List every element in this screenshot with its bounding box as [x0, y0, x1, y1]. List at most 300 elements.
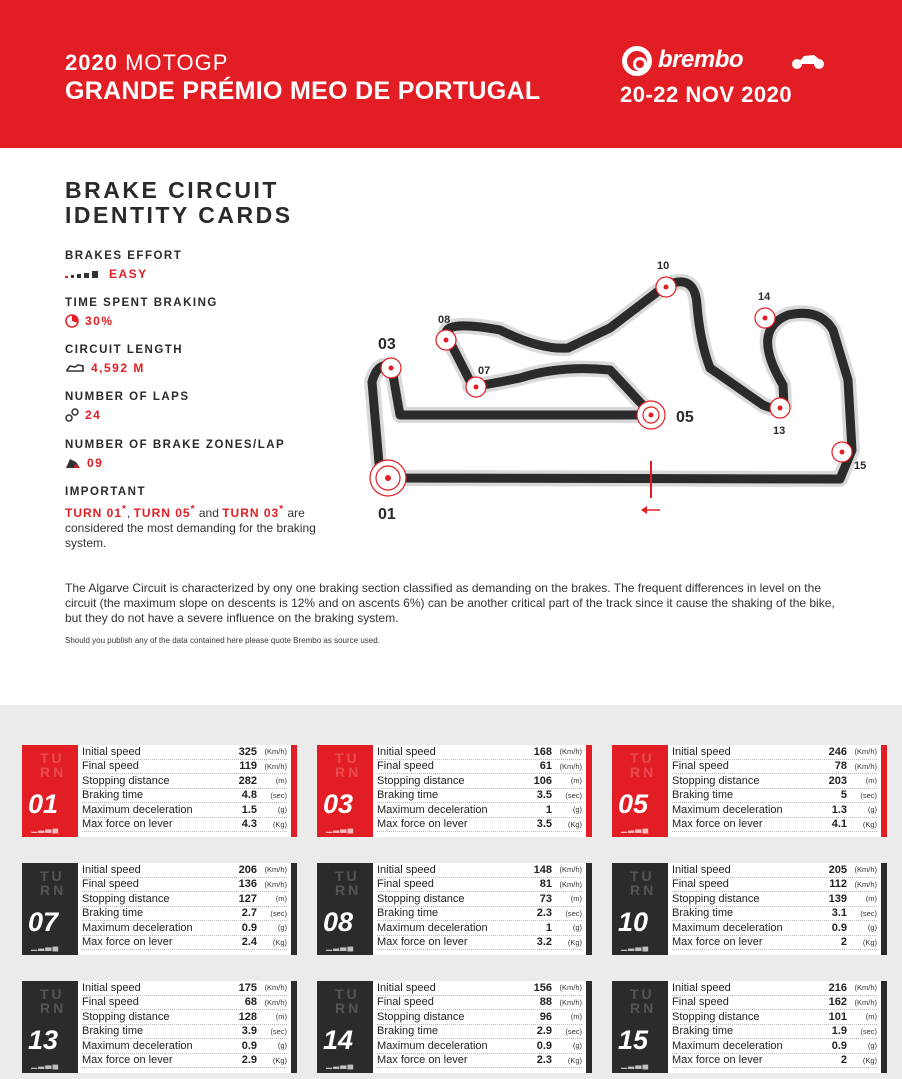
row-unit: (m) [275, 894, 287, 904]
row-label: Final speed [672, 878, 729, 891]
row-value: 73 [539, 892, 552, 905]
row-value: 81 [539, 878, 552, 891]
row-label: Final speed [672, 760, 729, 773]
header-banner [0, 0, 902, 148]
row-unit: (m) [865, 776, 877, 786]
row-unit: (g) [277, 923, 287, 933]
row-unit: (Km/h) [559, 997, 582, 1007]
brake-zones-value: 09 [87, 456, 104, 470]
stat-time-braking [65, 297, 218, 328]
row-label: Initial speed [82, 981, 141, 994]
row-value: 1.3 [831, 803, 847, 816]
table-row [377, 1039, 582, 1054]
stat-brake-zones [65, 439, 285, 470]
turn-card-05 [612, 745, 887, 837]
row-label: Stopping distance [82, 892, 170, 905]
row-label: Stopping distance [672, 1010, 760, 1023]
row-label: Maximum deceleration [672, 921, 783, 934]
stat-circuit-length [65, 344, 183, 375]
turn-badge [612, 981, 668, 1073]
direction-arrow-head [641, 506, 647, 514]
row-value: 1 [545, 803, 552, 816]
row-label: Stopping distance [82, 774, 170, 787]
table-row [672, 774, 877, 789]
turn-marker-07 [466, 377, 486, 397]
turn-badge [22, 745, 78, 837]
row-label: Initial speed [82, 745, 141, 758]
table-row [82, 892, 287, 907]
row-label: Final speed [377, 996, 434, 1009]
row-unit: (Km/h) [559, 747, 582, 757]
row-value: 96 [539, 1010, 552, 1023]
row-unit: (sec) [565, 908, 582, 918]
turn-card-08 [317, 863, 592, 955]
circuit-length-value: 4,592 M [91, 361, 145, 375]
table-row [377, 745, 582, 760]
table-row [82, 1039, 287, 1054]
row-value: 61 [539, 760, 552, 773]
turn-03-ref: TURN 03 [222, 506, 280, 520]
star: * [279, 504, 285, 515]
turn-number: 14 [323, 1025, 354, 1055]
row-label: Braking time [82, 1025, 144, 1038]
turn-label-05: 05 [676, 409, 694, 426]
row-value: 106 [533, 774, 552, 787]
row-value: 0.9 [536, 1039, 552, 1052]
row-label: Initial speed [672, 981, 731, 994]
row-value: 216 [828, 981, 847, 994]
stat-value [65, 314, 218, 328]
turn-marker-01 [370, 460, 406, 496]
table-row [377, 1010, 582, 1025]
table-row [672, 892, 877, 907]
row-unit: (Km/h) [854, 983, 877, 993]
row-label: Stopping distance [377, 1010, 465, 1023]
circuit-map [340, 250, 880, 530]
turn-label-08: 08 [438, 314, 451, 326]
turn-word: TU RN [630, 750, 657, 780]
row-unit: (sec) [860, 1026, 877, 1036]
row-unit: (Kg) [272, 1055, 287, 1065]
season-title [65, 50, 228, 76]
turn-word: TU RN [630, 986, 657, 1016]
table-row [377, 907, 582, 922]
table-row [672, 996, 877, 1011]
table-row [377, 936, 582, 951]
star: * [190, 504, 196, 515]
turn-word: TU RN [40, 868, 67, 898]
turn-label-01: 01 [378, 506, 396, 523]
table-row [82, 921, 287, 936]
turn-marker-10 [656, 277, 676, 297]
pie-icon [65, 314, 79, 328]
stat-label: TIME SPENT BRAKING [65, 297, 218, 309]
row-value: 162 [828, 996, 847, 1009]
turn-word: TU RN [40, 750, 67, 780]
sep: , [126, 506, 134, 520]
stat-value [65, 361, 183, 375]
row-unit: (Kg) [862, 819, 877, 829]
stat-brakes-effort [65, 250, 182, 281]
row-unit: (g) [572, 923, 582, 933]
table-row [377, 981, 582, 996]
event-title: GRANDE PRÉMIO MEO DE PORTUGAL [65, 77, 541, 105]
turn-card-10 [612, 863, 887, 955]
row-unit: (sec) [270, 908, 287, 918]
row-label: Final speed [82, 996, 139, 1009]
table-row [377, 921, 582, 936]
table-row [672, 863, 877, 878]
row-unit: (Km/h) [264, 747, 287, 757]
turn-number: 13 [28, 1025, 59, 1055]
table-row [672, 981, 877, 996]
turn-word: TU RN [335, 750, 362, 780]
turn-data-table [377, 981, 582, 1068]
row-label: Initial speed [377, 981, 436, 994]
table-row [672, 878, 877, 893]
table-row [672, 760, 877, 775]
row-value: 2 [840, 1054, 847, 1067]
table-row [82, 878, 287, 893]
row-value: 1.9 [831, 1025, 847, 1038]
turn-number: 15 [618, 1025, 649, 1055]
row-value: 0.9 [241, 921, 257, 934]
row-label: Initial speed [377, 745, 436, 758]
row-label: Initial speed [82, 863, 141, 876]
laps-value: 24 [85, 408, 102, 422]
turn-01-ref: TURN 01 [65, 506, 123, 520]
stat-label: BRAKES EFFORT [65, 250, 183, 262]
row-unit: (Km/h) [264, 983, 287, 993]
effort-bars-icon [65, 270, 103, 278]
effort-value: EASY [109, 267, 148, 281]
row-unit: (Km/h) [854, 747, 877, 757]
row-label: Braking time [377, 907, 439, 920]
row-unit: (Km/h) [559, 865, 582, 875]
row-value: 205 [828, 863, 847, 876]
table-row [672, 1039, 877, 1054]
turn-word: TU RN [40, 986, 67, 1016]
turn-number: 07 [28, 907, 59, 937]
row-label: Max force on lever [82, 936, 173, 949]
row-value: 139 [828, 892, 847, 905]
row-unit: (Kg) [862, 937, 877, 947]
turn-card-07 [22, 863, 297, 955]
table-row [377, 878, 582, 893]
table-row [377, 1054, 582, 1069]
table-row [82, 818, 287, 833]
row-unit: (Kg) [567, 819, 582, 829]
turn-data-table [377, 863, 582, 950]
turn-number: 10 [618, 907, 649, 937]
row-label: Stopping distance [377, 892, 465, 905]
row-label: Braking time [672, 789, 734, 802]
row-value: 1.5 [241, 803, 257, 816]
title-line-2: IDENTITY CARDS [65, 202, 293, 228]
table-row [672, 907, 877, 922]
brand-name: brembo [658, 46, 744, 73]
turn-data-table [672, 745, 877, 832]
table-row [672, 1054, 877, 1069]
turn-word: TU RN [335, 868, 362, 898]
sep: and [195, 506, 223, 520]
event-dates: 20-22 NOV 2020 [620, 82, 793, 107]
row-value: 3.9 [241, 1025, 257, 1038]
row-value: 2.3 [536, 907, 552, 920]
row-value: 0.9 [831, 921, 847, 934]
row-value: 4.8 [241, 789, 257, 802]
row-value: 68 [244, 996, 257, 1009]
row-label: Braking time [82, 907, 144, 920]
series-name: MOTOGP [125, 50, 229, 75]
row-unit: (Kg) [272, 819, 287, 829]
turn-badge [317, 981, 373, 1073]
row-unit: (sec) [565, 790, 582, 800]
row-value: 168 [533, 745, 552, 758]
row-value: 2.9 [536, 1025, 552, 1038]
table-row [82, 774, 287, 789]
row-unit: (sec) [565, 1026, 582, 1036]
turn-label-03: 03 [378, 336, 396, 353]
row-value: 4.3 [241, 818, 257, 831]
row-unit: (Kg) [567, 1055, 582, 1065]
row-unit: (m) [275, 776, 287, 786]
row-label: Maximum deceleration [82, 803, 193, 816]
brake-zone-icon [65, 457, 81, 469]
row-value: 78 [834, 760, 847, 773]
turn-number: 05 [618, 789, 649, 819]
time-braking-value: 30% [85, 314, 114, 328]
turn-marker-14 [755, 308, 775, 328]
row-unit: (sec) [860, 790, 877, 800]
effort-bars-icon: ▁▂▃▄ [326, 942, 355, 951]
row-unit: (m) [570, 894, 582, 904]
turn-card-03 [317, 745, 592, 837]
turn-marker-08 [436, 330, 456, 350]
important-body: are considered the most demanding for the braking system. [65, 506, 316, 550]
row-value: 175 [238, 981, 257, 994]
stat-label: NUMBER OF LAPS [65, 391, 190, 403]
row-value: 0.9 [241, 1039, 257, 1052]
turn-label-10: 10 [657, 260, 670, 272]
important-note [65, 486, 325, 551]
row-value: 2.7 [241, 907, 257, 920]
row-unit: (Km/h) [264, 761, 287, 771]
turn-data-table [82, 981, 287, 1068]
row-value: 2.3 [536, 1054, 552, 1067]
row-label: Braking time [672, 1025, 734, 1038]
row-value: 136 [238, 878, 257, 891]
row-label: Final speed [82, 760, 139, 773]
turn-card-01 [22, 745, 297, 837]
row-label: Braking time [377, 789, 439, 802]
turn-data-table [672, 981, 877, 1068]
row-unit: (m) [570, 776, 582, 786]
turn-badge [317, 745, 373, 837]
row-value: 325 [238, 745, 257, 758]
motorbike-icon [790, 50, 826, 70]
turn-label-14: 14 [758, 291, 771, 303]
row-label: Stopping distance [672, 774, 760, 787]
row-value: 3.5 [536, 789, 552, 802]
row-unit: (m) [570, 1012, 582, 1022]
table-row [672, 921, 877, 936]
row-unit: (g) [572, 1041, 582, 1051]
table-row [672, 936, 877, 951]
row-value: 5 [840, 789, 847, 802]
important-text [65, 502, 325, 551]
effort-bars-icon: ▁▂▃▄ [31, 1060, 60, 1069]
row-label: Max force on lever [672, 1054, 763, 1067]
row-unit: (Km/h) [854, 997, 877, 1007]
table-row [672, 789, 877, 804]
turn-number: 08 [323, 907, 354, 937]
track-icon [65, 363, 85, 373]
table-row [82, 1054, 287, 1069]
row-label: Max force on lever [377, 818, 468, 831]
row-unit: (g) [867, 1041, 877, 1051]
table-row [82, 981, 287, 996]
row-unit: (Km/h) [854, 865, 877, 875]
row-value: 88 [539, 996, 552, 1009]
table-row [377, 774, 582, 789]
table-row [82, 936, 287, 951]
turn-word: TU RN [630, 868, 657, 898]
row-label: Braking time [377, 1025, 439, 1038]
star: * [122, 504, 127, 515]
row-label: Max force on lever [377, 936, 468, 949]
row-value: 2.4 [241, 936, 257, 949]
stat-value [65, 267, 182, 281]
row-label: Initial speed [672, 863, 731, 876]
table-row [82, 760, 287, 775]
row-value: 1 [545, 921, 552, 934]
table-row [377, 803, 582, 818]
turn-card-14 [317, 981, 592, 1073]
turn-badge [317, 863, 373, 955]
row-label: Max force on lever [672, 818, 763, 831]
table-row [82, 1025, 287, 1040]
row-value: 246 [828, 745, 847, 758]
effort-bars-icon: ▁▂▃▄ [31, 942, 60, 951]
row-value: 3.2 [536, 936, 552, 949]
turn-label-07: 07 [478, 365, 491, 377]
turn-data-table [82, 745, 287, 832]
table-row [377, 760, 582, 775]
row-unit: (g) [277, 1041, 287, 1051]
brembo-logo [622, 44, 832, 78]
stat-laps [65, 391, 190, 422]
turn-marker-05 [637, 401, 665, 429]
stat-value [65, 408, 190, 422]
stat-value [65, 456, 285, 470]
table-row [82, 907, 287, 922]
turn-number: 01 [28, 789, 59, 819]
table-row [82, 803, 287, 818]
row-unit: (m) [275, 1012, 287, 1022]
effort-bars-icon: ▁▂▃▄ [326, 1060, 355, 1069]
turn-number: 03 [323, 789, 354, 819]
turn-marker-03 [381, 358, 401, 378]
row-label: Max force on lever [82, 1054, 173, 1067]
row-unit: (m) [865, 1012, 877, 1022]
row-value: 3.5 [536, 818, 552, 831]
row-unit: (Km/h) [264, 865, 287, 875]
row-label: Maximum deceleration [377, 1039, 488, 1052]
row-unit: (Kg) [862, 1055, 877, 1065]
row-value: 101 [828, 1010, 847, 1023]
row-label: Stopping distance [672, 892, 760, 905]
year: 2020 [65, 50, 118, 75]
page-title [65, 178, 293, 228]
row-label: Max force on lever [672, 936, 763, 949]
row-unit: (Km/h) [559, 983, 582, 993]
row-value: 0.9 [831, 1039, 847, 1052]
row-label: Maximum deceleration [82, 1039, 193, 1052]
row-label: Stopping distance [82, 1010, 170, 1023]
table-row [377, 789, 582, 804]
row-unit: (Km/h) [559, 879, 582, 889]
table-row [672, 1010, 877, 1025]
brembo-ring-icon [622, 46, 652, 76]
table-row [672, 745, 877, 760]
table-row [377, 818, 582, 833]
row-label: Maximum deceleration [377, 803, 488, 816]
row-label: Braking time [82, 789, 144, 802]
turn-label-15: 15 [854, 460, 867, 472]
stat-label: CIRCUIT LENGTH [65, 344, 184, 356]
turn-card-15 [612, 981, 887, 1073]
row-value: 282 [238, 774, 257, 787]
row-unit: (sec) [270, 790, 287, 800]
row-value: 2 [840, 936, 847, 949]
row-unit: (m) [865, 894, 877, 904]
effort-bars-icon: ▁▂▃▄ [621, 942, 650, 951]
effort-bars-icon: ▁▂▃▄ [621, 824, 650, 833]
row-label: Maximum deceleration [672, 803, 783, 816]
turn-badge [612, 745, 668, 837]
row-value: 3.1 [831, 907, 847, 920]
row-value: 206 [238, 863, 257, 876]
row-unit: (g) [867, 805, 877, 815]
row-label: Braking time [672, 907, 734, 920]
table-row [672, 1025, 877, 1040]
source-note: Should you publish any of the data contained here please quote Brembo as source used. [65, 636, 380, 645]
row-value: 148 [533, 863, 552, 876]
table-row [672, 803, 877, 818]
row-label: Initial speed [672, 745, 731, 758]
turn-label-13: 13 [773, 425, 786, 437]
turn-word: TU RN [335, 986, 362, 1016]
row-label: Final speed [672, 996, 729, 1009]
row-label: Max force on lever [82, 818, 173, 831]
effort-bars-icon: ▁▂▃▄ [31, 824, 60, 833]
table-row [82, 863, 287, 878]
effort-bars-icon: ▁▂▃▄ [326, 824, 355, 833]
turn-card-13 [22, 981, 297, 1073]
row-unit: (Km/h) [854, 879, 877, 889]
effort-bars-icon: ▁▂▃▄ [621, 1060, 650, 1069]
row-unit: (Kg) [272, 937, 287, 947]
row-label: Maximum deceleration [672, 1039, 783, 1052]
laps-icon [65, 408, 79, 422]
important-label: IMPORTANT [65, 486, 147, 498]
row-unit: (Km/h) [559, 761, 582, 771]
title-line-1: BRAKE CIRCUIT [65, 177, 279, 203]
table-row [377, 1025, 582, 1040]
turn-badge [22, 981, 78, 1073]
row-value: 127 [238, 892, 257, 905]
